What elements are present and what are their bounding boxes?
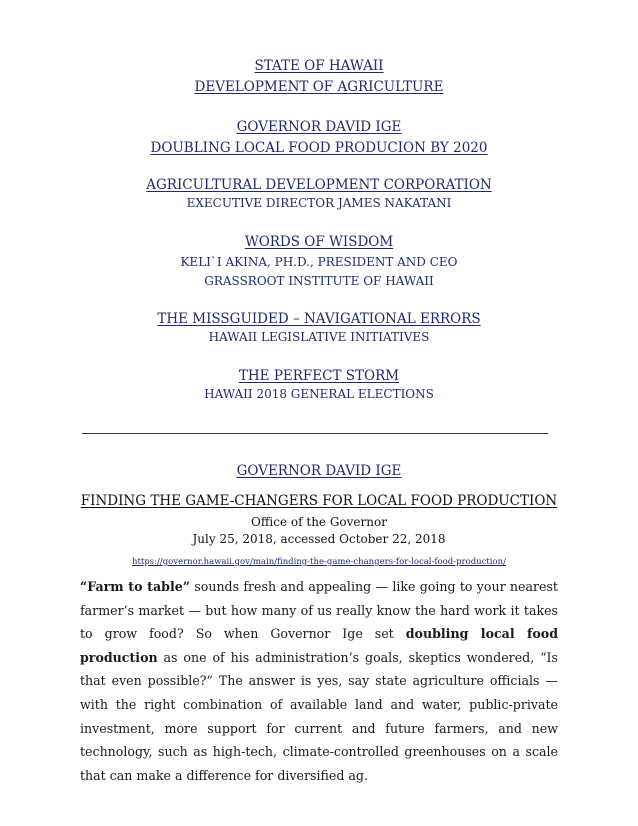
goal-heading: DOUBLING LOCAL FOOD PRODUCION BY 2020	[150, 140, 488, 156]
wisdom-heading: WORDS OF WISDOM	[244, 234, 394, 250]
department-heading: DEVELOPMENT OF AGRICULTURE	[194, 79, 444, 95]
governor-heading: GOVERNOR DAVID IGE	[236, 119, 402, 135]
section-divider	[82, 433, 548, 434]
article-title: FINDING THE GAME-CHANGERS FOR LOCAL FOOD PRODUCTION	[80, 493, 558, 509]
article-source: Office of the Governor	[251, 515, 387, 529]
corporation-heading: AGRICULTURAL DEVELOPMENT CORPORATION	[146, 177, 492, 193]
storm-subtitle-line: HAWAII 2018 GENERAL ELECTIONS	[204, 387, 434, 401]
wisdom-org-line: GRASSROOT INSTITUTE OF HAWAII	[204, 274, 434, 288]
body-part-2: as one of his administration’s goals, skeptics wondered, “Is that even possible?” The answer is yes, say state agriculture officials — with the right combination of available land and water, public-private investment, more support for current and future farmers, and new technology, such as high-tech, climate-controlled greenhouses on a scale that can make a difference for diversified ag.	[80, 649, 558, 783]
article-dates: July 25, 2018, accessed October 22, 2018	[192, 532, 446, 546]
errors-subtitle-line: HAWAII LEGISLATIVE INITIATIVES	[208, 330, 430, 344]
article-body-paragraph	[80, 575, 558, 787]
wisdom-person-line: KELI`I AKINA, PH.D., PRESIDENT AND CEO	[180, 255, 458, 269]
article-url-link[interactable]: https://governor.hawaii.gov/main/finding-the-game-changers-for-local-food-production/	[132, 557, 506, 567]
executive-director-line: EXECUTIVE DIRECTOR JAMES NAKATANI	[186, 196, 452, 210]
errors-heading: THE MISSGUIDED – NAVIGATIONAL ERRORS	[157, 311, 481, 327]
body-mid-bold: doubling local food production	[80, 626, 558, 665]
body-part-1: sounds fresh and appealing — like going to your nearest farmer’s market — but how many of us really know the hard work it takes to grow food? So when Governor Ige set	[80, 579, 558, 642]
state-heading: STATE OF HAWAII	[254, 58, 384, 74]
article-governor-heading: GOVERNOR DAVID IGE	[236, 463, 402, 479]
storm-heading: THE PERFECT STORM	[238, 368, 400, 384]
article-link-row	[0, 549, 638, 568]
body-lead-bold: “Farm to table”	[80, 579, 190, 594]
